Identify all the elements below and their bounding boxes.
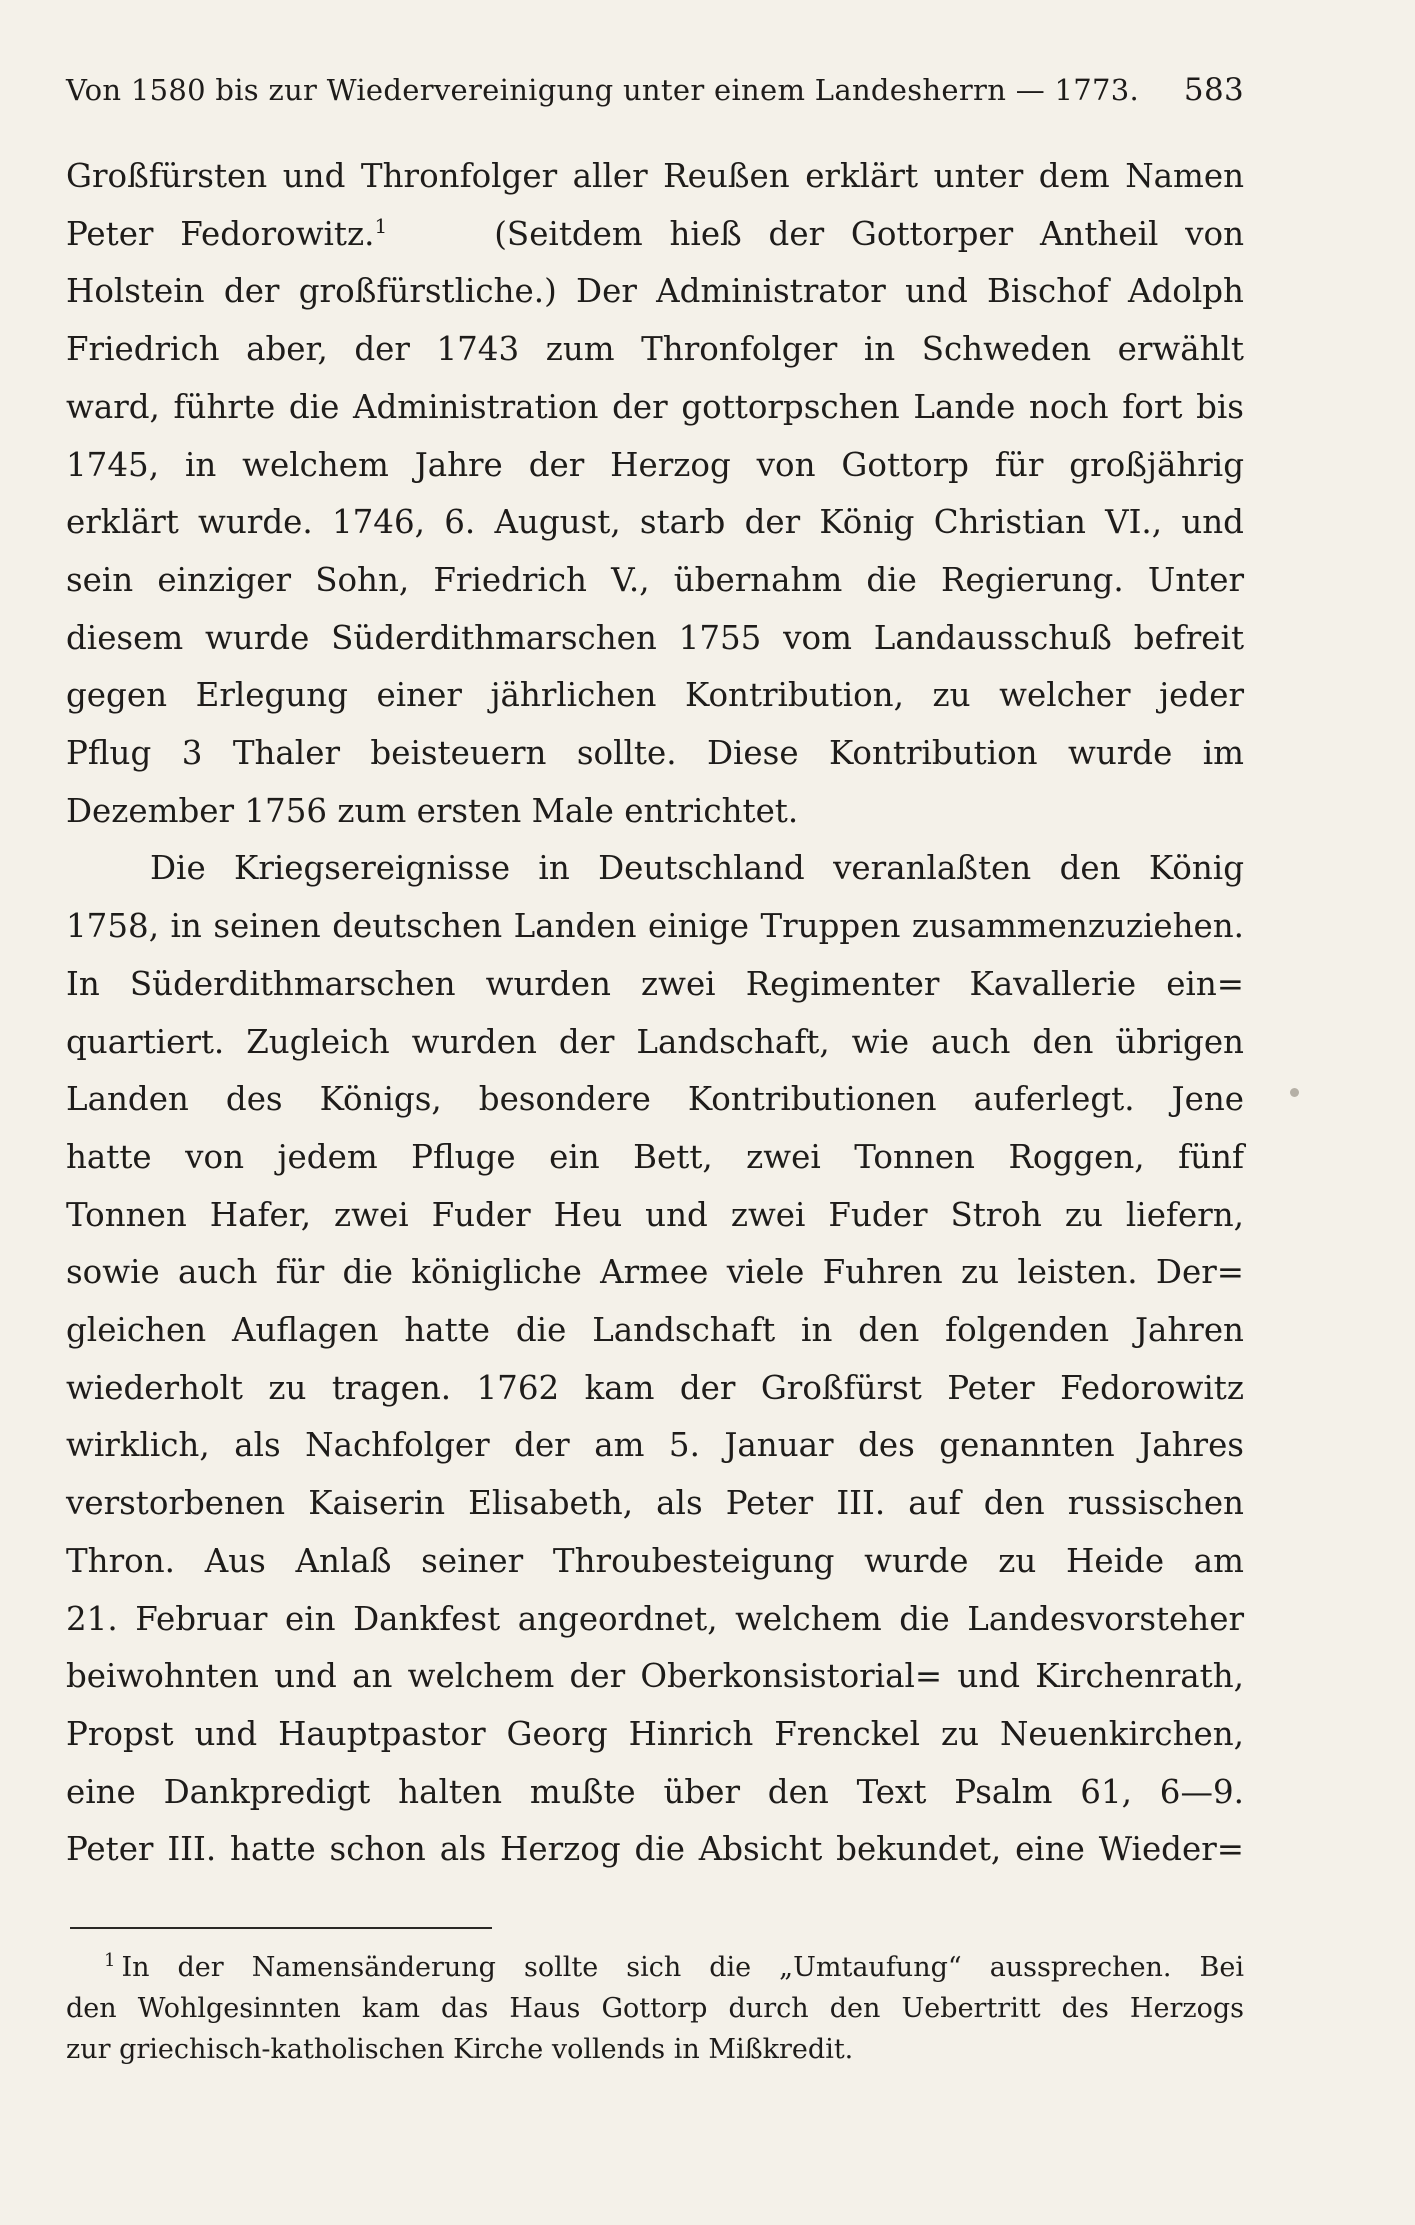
- text-line-paragraph-end: Dezember 1756 zum ersten Male entrichtet.: [66, 791, 799, 830]
- text-line: 1745, in welchem Jahre der Herzog von Gottorp für großjährig: [66, 445, 1244, 484]
- main-text: [66, 148, 1244, 1879]
- footnote-reference[interactable]: 1: [374, 213, 388, 238]
- page-number: 583: [1183, 72, 1244, 108]
- text-line: gleichen Auflagen hatte die Landschaft in den folgenden Jahren: [66, 1311, 1244, 1350]
- text-segment: (Seitdem hieß der Gottorper Antheil von: [494, 214, 1244, 253]
- text-line: 21. Februar ein Dankfest angeordnet, welchem die Landesvorsteher: [66, 1599, 1244, 1638]
- text-line: beiwohnten und an welchem der Oberkonsistorial= und Kirchenrath,: [66, 1657, 1244, 1696]
- text-line: ward, führte die Administration der gottorpschen Lande noch fort bis: [66, 387, 1244, 426]
- footnote-text: In der Namensänderung sollte sich die „Umtaufung“ aussprechen. Bei: [121, 1952, 1244, 1984]
- text-line: erklärt wurde. 1746, 6. August, starb der König Christian VI., und: [66, 503, 1244, 542]
- text-line: quartiert. Zugleich wurden der Landschaft, wie auch den übrigen: [66, 1022, 1244, 1061]
- text-line: Friedrich aber, der 1743 zum Thronfolger in Schweden erwählt: [66, 330, 1244, 369]
- footnote: [66, 1947, 1244, 2070]
- footnote-line: [66, 1947, 1244, 1988]
- text-line: Tonnen Hafer, zwei Fuder Heu und zwei Fuder Stroh zu liefern,: [66, 1195, 1244, 1234]
- text-segment: Peter Fedorowitz.: [66, 214, 375, 253]
- text-line: Propst und Hauptpastor Georg Hinrich Frenckel zu Neuenkirchen,: [66, 1714, 1244, 1753]
- running-header: [66, 72, 1244, 118]
- text-line: wiederholt zu tragen. 1762 kam der Großfürst Peter Fedorowitz: [66, 1368, 1244, 1407]
- text-line: sein einziger Sohn, Friedrich V., übernahm die Regierung. Unter: [66, 560, 1244, 599]
- text-line: Holstein der großfürstliche.) Der Administrator und Bischof Adolph: [66, 272, 1244, 311]
- book-page: [66, 72, 1244, 2070]
- text-line: diesem wurde Süderdithmarschen 1755 vom Landausschuß befreit: [66, 618, 1244, 657]
- text-line: verstorbenen Kaiserin Elisabeth, als Peter III. auf den russischen: [66, 1484, 1244, 1523]
- footnote-line: zur griechisch-katholischen Kirche vollends in Mißkredit.: [66, 2034, 854, 2066]
- text-line-paragraph-start: Die Kriegsereignisse in Deutschland veranlaßten den König: [150, 849, 1244, 888]
- text-line: Peter III. hatte schon als Herzog die Absicht bekundet, eine Wieder=: [66, 1830, 1244, 1869]
- text-line: 1758, in seinen deutschen Landen einige Truppen zusammenzuziehen.: [66, 907, 1244, 946]
- text-line: wirklich, als Nachfolger der am 5. Januar des genannten Jahres: [66, 1426, 1244, 1465]
- text-line: gegen Erlegung einer jährlichen Kontribution, zu welcher jeder: [66, 676, 1244, 715]
- footnote-marker: 1: [104, 1950, 116, 1972]
- paper-speck: [1290, 1088, 1299, 1097]
- text-line: Pflug 3 Thaler beisteuern sollte. Diese Kontribution wurde im: [66, 734, 1244, 773]
- text-line-with-footnote: [66, 206, 1244, 264]
- text-line: Großfürsten und Thronfolger aller Reußen erklärt unter dem Namen: [66, 157, 1244, 195]
- footnote-line: den Wohlgesinnten kam das Haus Gottorp durch den Uebertritt des Herzogs: [66, 1993, 1244, 2025]
- text-line: Landen des Königs, besondere Kontributionen auferlegt. Jene: [66, 1080, 1244, 1119]
- running-head-title: Von 1580 bis zur Wiedervereinigung unter einem Landesherrn — 1773.: [66, 73, 1140, 107]
- text-line: Thron. Aus Anlaß seiner Throubesteigung wurde zu Heide am: [66, 1541, 1244, 1580]
- text-line: eine Dankpredigt halten mußte über den Text Psalm 61, 6—9.: [66, 1772, 1244, 1811]
- footnote-divider: [70, 1927, 492, 1929]
- text-line: sowie auch für die königliche Armee viele Fuhren zu leisten. Der=: [66, 1253, 1244, 1292]
- text-line: hatte von jedem Pfluge ein Bett, zwei Tonnen Roggen, fünf: [66, 1137, 1244, 1176]
- text-line: In Süderdithmarschen wurden zwei Regimenter Kavallerie ein=: [66, 964, 1244, 1003]
